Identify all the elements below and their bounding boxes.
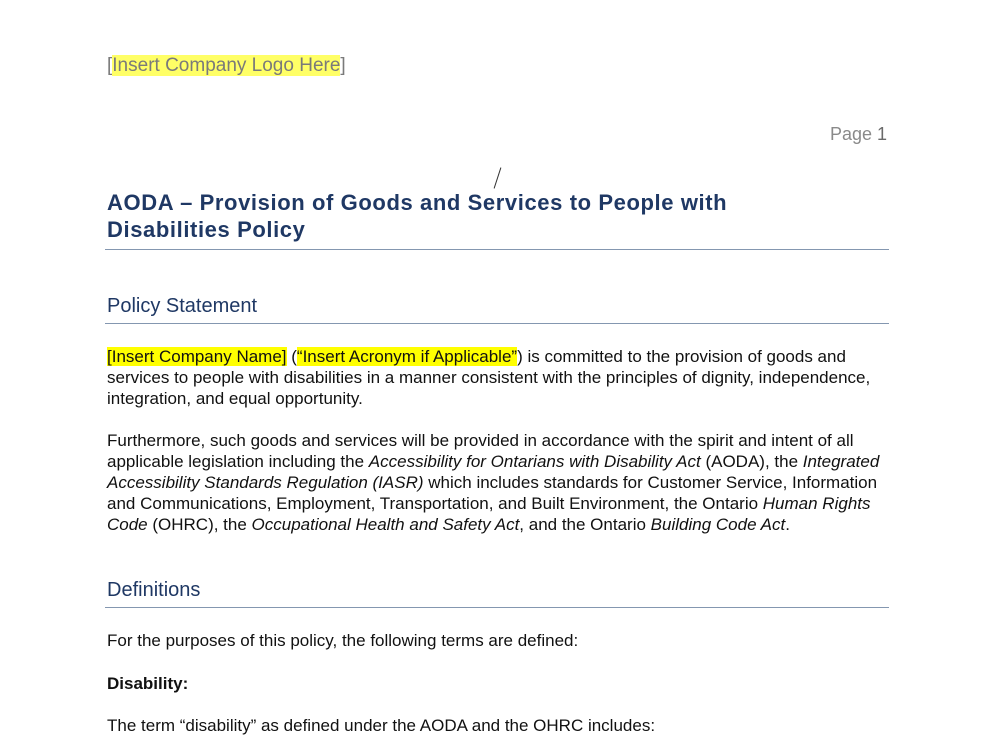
definitions-divider [105,607,889,608]
policy-paragraph-1: [Insert Company Name] (“Insert Acronym if Applicable”) is committed to the provision of goods and services to people with disabilities in a manner consistent with the principles of dignity, independence, integration, and equal opportunity. [107,347,871,408]
text-cursor-icon [494,167,502,188]
page-label: Page [829,124,877,144]
company-name-placeholder: [Insert Company Name] [107,347,287,366]
legislation-building-code: Building Code Act [650,515,786,534]
heading-definitions: Definitions [107,579,201,601]
title-divider [105,249,889,250]
document-title [107,189,807,243]
logo-bracket-close: ] [340,55,346,76]
policy-paragraph-2: Furthermore, such goods and services will be provided in accordance with the spirit and intent of all applicable legislation including the Accessibility for Ontarians with Disability Act (AODA), the Integrated Accessibility Standards Regulation (IASR) which includes standards for Customer Service, Information and Communications, Employment, Transportation, and Built Environment, the Ontario Human Rights Code (OHRC), the Occupational Health and Safety Act, and the Ontario Building Code Act. [107,431,880,534]
logo-placeholder [107,54,346,78]
logo-bracket-open: [ [107,55,113,76]
legislation-aoda: Accessibility for Ontarians with Disability Act [368,452,701,471]
legislation-ohsa: Occupational Health and Safety Act [251,515,520,534]
term-disability: Disability: [107,674,189,693]
page-number-value: 1 [876,124,887,144]
page-number [830,123,887,145]
heading-policy-statement: Policy Statement [107,295,258,317]
logo-placeholder-text: Insert Company Logo Here [112,55,341,76]
disability-definition-intro: The term “disability” as defined under the AODA and the OHRC includes: [107,716,656,735]
definitions-intro: For the purposes of this policy, the following terms are defined: [107,631,579,650]
acronym-placeholder: “Insert Acronym if Applicable” [296,347,518,366]
policy-statement-divider [105,323,889,324]
title-line-2: Disabilities Policy [107,217,306,242]
title-line-1: AODA – Provision of Goods and Services to People with [107,190,728,215]
legislation-iasr: Integrated Accessibility Standards Regulation (IASR) [107,452,880,492]
legislation-ohrc: Human Rights Code [107,494,871,534]
